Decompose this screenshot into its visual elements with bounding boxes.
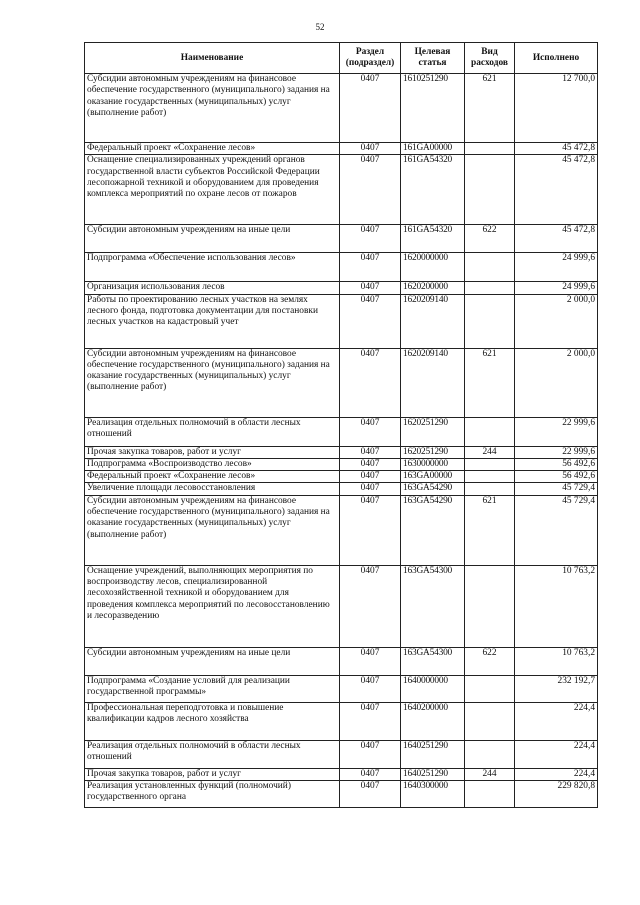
row-amount: 24 999,6 [515, 282, 598, 294]
row-type [465, 565, 515, 647]
row-type [465, 781, 515, 808]
row-article: 1620209140 [401, 348, 465, 417]
row-name: Субсидии автономным учреждениям на финансовое обеспечение государственного (муниципального) задания на оказание государственных (муниципальных) услуг (выполнение работ) [85, 495, 340, 565]
row-section: 0407 [340, 565, 401, 647]
table-row [85, 225, 598, 253]
table-row [85, 495, 598, 565]
row-section: 0407 [340, 225, 401, 253]
row-type: 621 [465, 74, 515, 143]
row-name: Реализация отдельных полномочий в области лесных отношений [85, 740, 340, 768]
row-name: Субсидии автономным учреждениям на финансовое обеспечение государственного (муниципального) задания на оказание государственных (муниципальных) услуг (выполнение работ) [85, 348, 340, 417]
row-section: 0407 [340, 781, 401, 808]
row-amount: 45 472,8 [515, 143, 598, 155]
row-section: 0407 [340, 458, 401, 470]
row-name: Федеральный проект «Сохранение лесов» [85, 143, 340, 155]
row-section: 0407 [340, 282, 401, 294]
row-name: Федеральный проект «Сохранение лесов» [85, 471, 340, 483]
row-article: 161GA00000 [401, 143, 465, 155]
row-amount: 224,4 [515, 702, 598, 740]
row-name: Субсидии автономным учреждениям на финансовое обеспечение государственного (муниципального) задания на оказание государственных (муниципальных) услуг (выполнение работ) [85, 74, 340, 143]
row-amount: 229 820,8 [515, 781, 598, 808]
row-section: 0407 [340, 740, 401, 768]
row-name: Реализация установленных функций (полномочий) государственного органа [85, 781, 340, 808]
row-type: 621 [465, 348, 515, 417]
row-section: 0407 [340, 74, 401, 143]
row-article: 1640200000 [401, 702, 465, 740]
row-amount: 45 729,4 [515, 483, 598, 495]
row-article: 1640300000 [401, 781, 465, 808]
table-row [85, 740, 598, 768]
row-name: Прочая закупка товаров, работ и услуг [85, 768, 340, 780]
row-article: 1630000000 [401, 458, 465, 470]
row-type [465, 294, 515, 348]
row-section: 0407 [340, 417, 401, 446]
row-type: 244 [465, 768, 515, 780]
row-section: 0407 [340, 471, 401, 483]
row-amount: 24 999,6 [515, 253, 598, 282]
row-amount: 12 700,0 [515, 74, 598, 143]
row-amount: 56 492,6 [515, 458, 598, 470]
row-section: 0407 [340, 143, 401, 155]
row-section: 0407 [340, 483, 401, 495]
row-type [465, 458, 515, 470]
table-row [85, 253, 598, 282]
table-row [85, 282, 598, 294]
row-amount: 45 472,8 [515, 225, 598, 253]
row-amount: 10 763,2 [515, 647, 598, 675]
row-article: 1620251290 [401, 446, 465, 458]
header-type: Вид расходов [465, 43, 515, 74]
row-section: 0407 [340, 675, 401, 702]
row-type [465, 675, 515, 702]
row-name: Оснащение специализированных учреждений органов государственной власти субъектов Российской Федерации лесопожарной техникой и оборудованием для проведения комплекса мероприятий по охране лесов от пожаров [85, 155, 340, 225]
table-row [85, 471, 598, 483]
row-type [465, 417, 515, 446]
row-article: 1620000000 [401, 253, 465, 282]
row-section: 0407 [340, 155, 401, 225]
header-section: Раздел (подраздел) [340, 43, 401, 74]
table-row [85, 417, 598, 446]
row-type: 621 [465, 495, 515, 565]
row-name: Субсидии автономным учреждениям на иные цели [85, 647, 340, 675]
header-name: Наименование [85, 43, 340, 74]
row-article: 163GA54300 [401, 647, 465, 675]
row-amount: 2 000,0 [515, 294, 598, 348]
table-row [85, 768, 598, 780]
page-number: 52 [315, 22, 325, 32]
row-article: 163GA00000 [401, 471, 465, 483]
header-amount: Исполнено [515, 43, 598, 74]
row-article: 1640251290 [401, 768, 465, 780]
table-row [85, 446, 598, 458]
row-name: Оснащение учреждений, выполняющих мероприятия по воспроизводству лесов, специализированной лесохозяйственной техникой и оборудованием для проведения комплекса мероприятий по лесовосстановлению и лесоразведению [85, 565, 340, 647]
row-section: 0407 [340, 446, 401, 458]
row-amount: 232 192,7 [515, 675, 598, 702]
row-name: Субсидии автономным учреждениям на иные цели [85, 225, 340, 253]
table-row [85, 348, 598, 417]
row-article: 1640000000 [401, 675, 465, 702]
row-article: 1620209140 [401, 294, 465, 348]
row-amount: 45 729,4 [515, 495, 598, 565]
budget-execution-table [84, 42, 598, 808]
row-amount: 224,4 [515, 768, 598, 780]
row-amount: 56 492,6 [515, 471, 598, 483]
row-article: 163GA54300 [401, 565, 465, 647]
row-article: 163GA54290 [401, 495, 465, 565]
row-type [465, 740, 515, 768]
row-name: Подпрограмма «Обеспечение использования лесов» [85, 253, 340, 282]
row-section: 0407 [340, 647, 401, 675]
row-article: 1620200000 [401, 282, 465, 294]
row-article: 161GA54320 [401, 155, 465, 225]
row-article: 1620251290 [401, 417, 465, 446]
row-type [465, 702, 515, 740]
table-row [85, 74, 598, 143]
row-article: 163GA54290 [401, 483, 465, 495]
row-section: 0407 [340, 294, 401, 348]
table-header-row [85, 43, 598, 74]
table-row [85, 143, 598, 155]
row-name: Увеличение площади лесовосстановления [85, 483, 340, 495]
row-article: 1640251290 [401, 740, 465, 768]
table-row [85, 565, 598, 647]
row-section: 0407 [340, 495, 401, 565]
table-row [85, 483, 598, 495]
table-row [85, 647, 598, 675]
row-section: 0407 [340, 253, 401, 282]
row-amount: 22 999,6 [515, 446, 598, 458]
row-name: Подпрограмма «Воспроизводство лесов» [85, 458, 340, 470]
row-amount: 22 999,6 [515, 417, 598, 446]
row-section: 0407 [340, 768, 401, 780]
row-type [465, 282, 515, 294]
row-type [465, 143, 515, 155]
row-name: Профессиональная переподготовка и повышение квалификации кадров лесного хозяйства [85, 702, 340, 740]
row-article: 1610251290 [401, 74, 465, 143]
table-row [85, 702, 598, 740]
table-row [85, 294, 598, 348]
row-article: 161GA54320 [401, 225, 465, 253]
header-article: Целевая статья [401, 43, 465, 74]
row-section: 0407 [340, 348, 401, 417]
row-name: Реализация отдельных полномочий в области лесных отношений [85, 417, 340, 446]
row-type [465, 155, 515, 225]
row-name: Работы по проектированию лесных участков на землях лесного фонда, подготовка документации для постановки лесных участков на кадастровый учет [85, 294, 340, 348]
row-amount: 224,4 [515, 740, 598, 768]
row-name: Прочая закупка товаров, работ и услуг [85, 446, 340, 458]
table-row [85, 458, 598, 470]
row-name: Подпрограмма «Создание условий для реализации государственной программы» [85, 675, 340, 702]
row-type: 244 [465, 446, 515, 458]
table-row [85, 781, 598, 808]
row-amount: 2 000,0 [515, 348, 598, 417]
row-name: Организация использования лесов [85, 282, 340, 294]
row-type: 622 [465, 225, 515, 253]
row-amount: 45 472,8 [515, 155, 598, 225]
row-type [465, 471, 515, 483]
row-section: 0407 [340, 702, 401, 740]
row-type [465, 483, 515, 495]
row-amount: 10 763,2 [515, 565, 598, 647]
row-type: 622 [465, 647, 515, 675]
table-row [85, 675, 598, 702]
row-type [465, 253, 515, 282]
table-row [85, 155, 598, 225]
